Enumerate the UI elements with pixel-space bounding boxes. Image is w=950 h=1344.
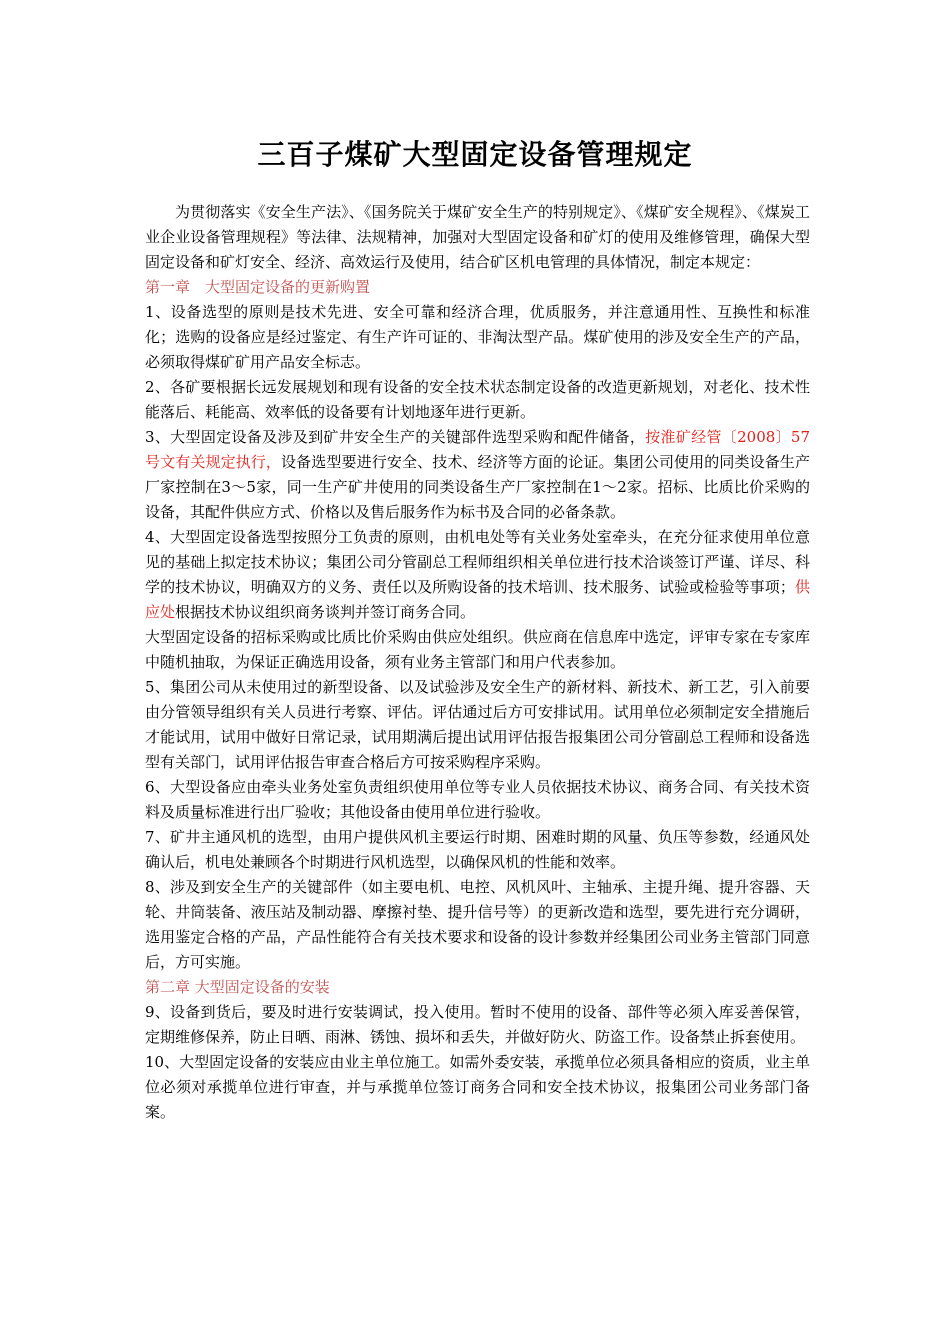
article-4-text-a: 4、大型固定设备选型按照分工负责的原则，由机电处等有关业务处室牵头，在充分征求使用单位意见的基础上拟定技术协议；集团公司分管副总工程师组织相关单位进行技术洽谈签订严谨、详尽、科学的技术协议，明确双方的义务、责任以及所购设备的技术培训、技术服务、试验或检验等事项； [145,528,810,596]
article-4-text-b: 根据技术协议组织商务谈判并签订商务合同。 [175,603,476,621]
article-6: 6、大型设备应由牵头业务处室负责组织使用单位等专业人员依据技术协议、商务合同、有关技术资料及质量标准进行出厂验收；其他设备由使用单位进行验收。 [145,778,810,821]
article-3-text-a: 3、大型固定设备及涉及到矿井安全生产的关键部件选型采购和配件储备， [145,428,646,446]
article-2: 2、各矿要根据长远发展规划和现有设备的安全技术状态制定设备的改造更新规划，对老化、技术性能落后、耗能高、效率低的设备要有计划地逐年进行更新。 [145,378,810,421]
chapter-2-heading: 第二章 大型固定设备的安装 [145,978,330,996]
article-4-note: 大型固定设备的招标采购或比质比价采购由供应处组织。供应商在信息库中选定，评审专家在专家库中随机抽取，为保证正确选用设备，须有业务主管部门和用户代表参加。 [145,628,810,671]
article-4 [145,525,810,625]
article-9: 9、设备到货后，要及时进行安装调试，投入使用。暂时不使用的设备、部件等必须入库妥善保管，定期维修保养，防止日晒、雨淋、锈蚀、损坏和丢失，并做好防火、防盗工作。设备禁止拆套使用。 [145,1003,810,1046]
article-5: 5、集团公司从未使用过的新型设备、以及试验涉及安全生产的新材料、新技术、新工艺，引入前要由分管领导组织有关人员进行考察、评估。评估通过后方可安排试用。试用单位必须制定安全措施后才能试用，试用中做好日常记录，试用期满后提出试用评估报告报集团公司分管副总工程师和设备选型有关部门，试用评估报告审查合格后方可按采购程序采购。 [145,678,810,771]
article-4-highlight: 供应处 [145,578,810,621]
article-10: 10、大型固定设备的安装应由业主单位施工。如需外委安装，承揽单位必须具备相应的资质，业主单位必须对承揽单位进行审查，并与承揽单位签订商务合同和安全技术协议，报集团公司业务部门备案。 [145,1053,810,1121]
article-3 [145,425,810,525]
article-3-highlight: 按淮矿经管〔2008〕57号文有关规定执行， [145,428,811,471]
chapter-1-heading: 第一章 大型固定设备的更新购置 [145,278,371,296]
document-title: 三百子煤矿大型固定设备管理规定 [257,138,693,171]
intro-paragraph: 为贯彻落实《安全生产法》、《国务院关于煤矿安全生产的特别规定》、《煤矿安全规程》、《煤炭工业企业设备管理规程》等法律、法规精神，加强对大型固定设备和矿灯的使用及维修管理，确保大型固定设备和矿灯安全、经济、高效运行及使用，结合矿区机电管理的具体情况，制定本规定： [145,203,810,271]
article-3-text-b: 设备选型要进行安全、技术、经济等方面的论证。集团公司使用的同类设备生产厂家控制在3～5家，同一生产矿井使用的同类设备生产厂家控制在1～2家。招标、比质比价采购的设备，其配件供应方式、价格以及售后服务作为标书及合同的必备条款。 [145,453,810,521]
article-1: 1、设备选型的原则是技术先进、安全可靠和经济合理，优质服务，并注意通用性、互换性和标准化；选购的设备应是经过鉴定、有生产许可证的、非淘汰型产品。煤矿使用的涉及安全生产的产品，必须取得煤矿矿用产品安全标志。 [145,303,810,371]
article-8: 8、涉及到安全生产的关键部件（如主要电机、电控、风机风叶、主轴承、主提升绳、提升容器、天轮、井筒装备、液压站及制动器、摩擦衬垫、提升信号等）的更新改造和选型，要先进行充分调研，选用鉴定合格的产品，产品性能符合有关技术要求和设备的设计参数并经集团公司业务主管部门同意后，方可实施。 [145,878,810,971]
article-7: 7、矿井主通风机的选型，由用户提供风机主要运行时期、困难时期的风量、负压等参数，经通风处确认后，机电处兼顾各个时期进行风机选型，以确保风机的性能和效率。 [145,828,810,871]
document-body [145,200,810,1125]
